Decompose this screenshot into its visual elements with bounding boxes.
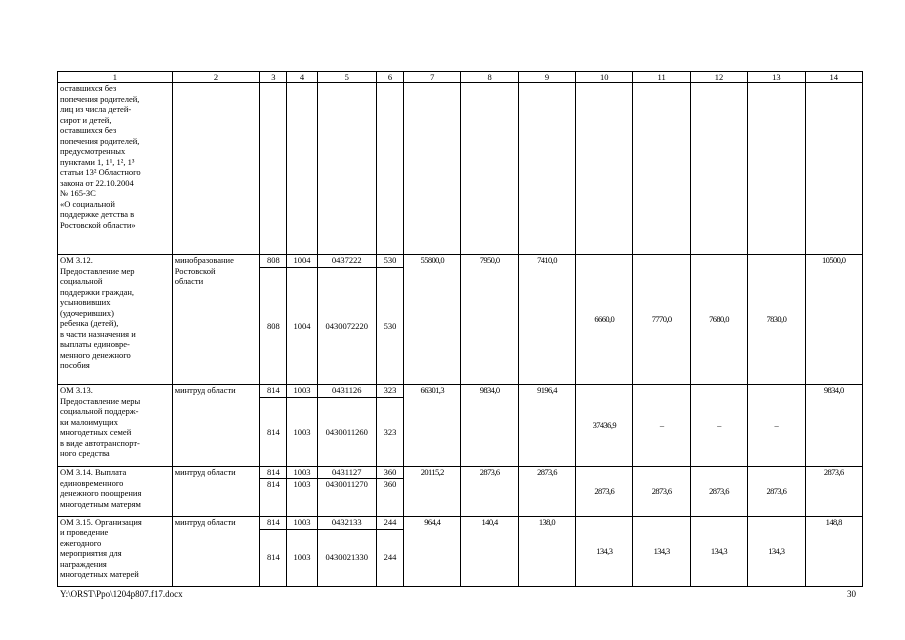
code-cell: 0437222 (317, 255, 376, 268)
header-row (58, 72, 863, 83)
header-cell: 7 (404, 72, 461, 83)
measure-name-cell: оставшихся без попечения родителей, лиц из числа детей- сирот и детей, оставшихся без попечения родителей, предусмотренных пунктами 1, 1¹, 1², 1³ статьи 13² Областного закона от 22.10.2004 № 165-ЗС «О социальной поддержке детства в Ростовской области» (58, 83, 173, 255)
code-cell: 0431127 (317, 467, 376, 479)
header-cell: 1 (58, 72, 173, 83)
code-cell: 1003 (287, 398, 317, 467)
header-cell: 3 (260, 72, 287, 83)
value-cell: 134,3 (748, 516, 805, 586)
value-cell: 2873,6 (633, 467, 690, 517)
header-cell: 6 (376, 72, 403, 83)
measure-name-cell: ОМ 3.14. Выплата единовременного денежного поощрения многодетным матерям (58, 467, 173, 517)
value-cell: 134,3 (690, 516, 747, 586)
table-row (58, 516, 863, 529)
header-cell: 14 (805, 72, 863, 83)
value-cell: 10500,0 (805, 255, 863, 385)
code-cell: 530 (376, 255, 403, 268)
table-row (58, 385, 863, 398)
value-cell: 140,4 (461, 516, 518, 586)
value-cell: 9834,0 (805, 385, 863, 467)
code-cell: 0430011260 (317, 398, 376, 467)
value-cell: – (690, 385, 747, 467)
empty-cell (260, 83, 287, 255)
value-cell: – (633, 385, 690, 467)
code-cell: 814 (260, 516, 287, 529)
organization-cell: минтруд области (172, 516, 260, 586)
value-cell: 2873,6 (805, 467, 863, 517)
code-cell: 0430021330 (317, 529, 376, 586)
code-cell: 530 (376, 268, 403, 385)
header-cell: 4 (287, 72, 317, 83)
value-cell: 2873,6 (576, 467, 633, 517)
empty-cell (376, 83, 403, 255)
value-cell: 134,3 (576, 516, 633, 586)
value-cell: 9834,0 (461, 385, 518, 467)
code-cell: 814 (260, 398, 287, 467)
value-cell: 37436,9 (576, 385, 633, 467)
value-cell: – (748, 385, 805, 467)
empty-cell (404, 83, 461, 255)
header-cell: 5 (317, 72, 376, 83)
table-row (58, 467, 863, 479)
code-cell: 1003 (287, 516, 317, 529)
value-cell: 2873,6 (518, 467, 575, 517)
organization-cell: минобразование Ростовской области (172, 255, 260, 385)
code-cell: 0432133 (317, 516, 376, 529)
code-cell: 360 (376, 467, 403, 479)
empty-cell (576, 83, 633, 255)
code-cell: 323 (376, 385, 403, 398)
table-row (58, 83, 863, 255)
code-cell: 360 (376, 478, 403, 516)
code-cell: 0431126 (317, 385, 376, 398)
code-cell: 0430072220 (317, 268, 376, 385)
table-row (58, 255, 863, 268)
organization-cell: минтруд области (172, 467, 260, 517)
empty-cell (461, 83, 518, 255)
measure-name-cell: ОМ 3.15. Организация и проведение ежегодного мероприятия для награждения многодетных матерей (58, 516, 173, 586)
code-cell: 808 (260, 255, 287, 268)
value-cell: 2873,6 (461, 467, 518, 517)
empty-cell (317, 83, 376, 255)
code-cell: 1003 (287, 467, 317, 479)
code-cell: 1003 (287, 478, 317, 516)
empty-cell (633, 83, 690, 255)
header-cell: 12 (690, 72, 747, 83)
header-cell: 9 (518, 72, 575, 83)
code-cell: 814 (260, 478, 287, 516)
value-cell: 148,8 (805, 516, 863, 586)
code-cell: 1003 (287, 385, 317, 398)
code-cell: 1004 (287, 255, 317, 268)
code-cell: 814 (260, 385, 287, 398)
header-cell: 11 (633, 72, 690, 83)
empty-cell (172, 83, 260, 255)
measure-name-cell: ОМ 3.13. Предоставление меры социальной поддерж- ки малоимущих многодетных семей в виде автотранспорт- ного средства (58, 385, 173, 467)
code-cell: 1003 (287, 529, 317, 586)
value-cell: 9196,4 (518, 385, 575, 467)
empty-cell (287, 83, 317, 255)
value-cell: 55800,0 (404, 255, 461, 385)
value-cell: 2873,6 (748, 467, 805, 517)
value-cell: 964,4 (404, 516, 461, 586)
code-cell: 808 (260, 268, 287, 385)
code-cell: 244 (376, 529, 403, 586)
empty-cell (518, 83, 575, 255)
header-cell: 10 (576, 72, 633, 83)
empty-cell (748, 83, 805, 255)
code-cell: 0430011270 (317, 478, 376, 516)
code-cell: 244 (376, 516, 403, 529)
header-cell: 8 (461, 72, 518, 83)
empty-cell (805, 83, 863, 255)
measure-name-cell: ОМ 3.12. Предоставление мер социальной поддержки граждан, усыновивших (удочеривших) ребенка (детей), в части назначения и выплаты единовре- менного денежного пособия (58, 255, 173, 385)
value-cell: 2873,6 (690, 467, 747, 517)
budget-table (57, 71, 863, 587)
page-number: 30 (847, 589, 856, 599)
empty-cell (690, 83, 747, 255)
value-cell: 6660,0 (576, 255, 633, 385)
value-cell: 7830,0 (748, 255, 805, 385)
value-cell: 7680,0 (690, 255, 747, 385)
value-cell: 138,0 (518, 516, 575, 586)
value-cell: 134,3 (633, 516, 690, 586)
value-cell: 7770,0 (633, 255, 690, 385)
value-cell: 20115,2 (404, 467, 461, 517)
code-cell: 323 (376, 398, 403, 467)
code-cell: 814 (260, 467, 287, 479)
organization-cell: минтруд области (172, 385, 260, 467)
value-cell: 7950,0 (461, 255, 518, 385)
code-cell: 814 (260, 529, 287, 586)
value-cell: 66301,3 (404, 385, 461, 467)
value-cell: 7410,0 (518, 255, 575, 385)
code-cell: 1004 (287, 268, 317, 385)
header-cell: 2 (172, 72, 260, 83)
header-cell: 13 (748, 72, 805, 83)
footer-file-path: Y:\ORST\Ppo\1204p807.f17.docx (60, 589, 183, 599)
